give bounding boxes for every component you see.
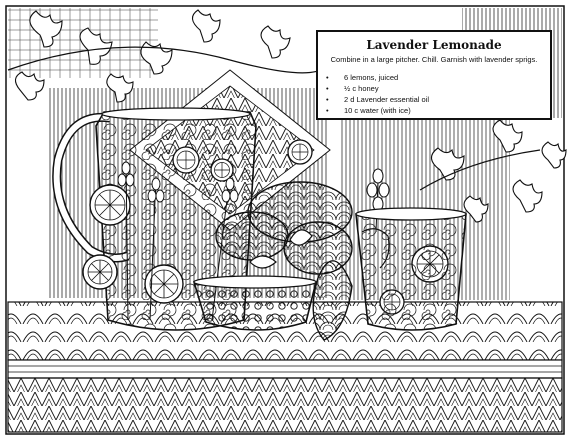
recipe-instructions: Combine in a large pitcher. Chill. Garnish with lavender sprigs. — [330, 55, 538, 64]
list-item: • 2 d Lavender essential oil — [326, 95, 430, 104]
polka-dot-bowl-icon — [194, 276, 316, 330]
ingredient-list — [326, 72, 542, 116]
ingredient-text: 10 c water (with ice) — [344, 106, 411, 115]
list-item: • ½ c honey — [326, 84, 379, 93]
list-item: • 10 c water (with ice) — [326, 106, 411, 115]
recipe-title: Lavender Lemonade — [366, 38, 502, 52]
list-item: • 6 lemons, juiced — [326, 73, 399, 82]
ingredient-text: 2 d Lavender essential oil — [344, 95, 430, 104]
recipe-card — [316, 30, 552, 120]
drinking-glass — [356, 208, 466, 330]
ingredient-text: 6 lemons, juiced — [344, 73, 399, 82]
ingredient-text: ½ c honey — [344, 84, 379, 93]
